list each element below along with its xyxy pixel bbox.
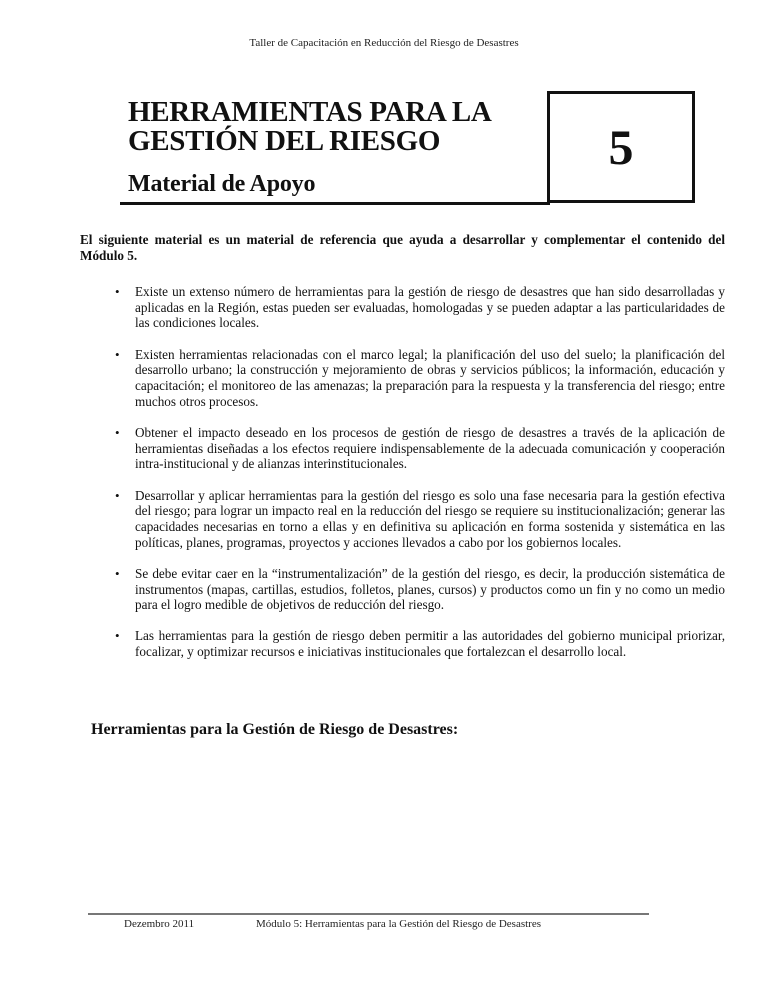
title-line-1: HERRAMIENTAS PARA LA — [128, 96, 492, 128]
footer-module-title: Módulo 5: Herramientas para la Gestión del Riesgo de Desastres — [256, 918, 542, 930]
page-title — [128, 98, 538, 156]
bullet-icon: • — [115, 565, 120, 581]
bullet-icon: • — [115, 346, 120, 362]
list-item-text: Existe un extenso número de herramientas para la gestión de riesgo de desastres que han sido desarrolladas y aplicadas en la Región, estas pueden ser evaluadas, homologadas y se pueden adaptar a las particularidades de las condiciones locales. — [135, 284, 725, 331]
subtitle: Material de Apoyo — [128, 171, 316, 197]
title-block — [128, 98, 538, 156]
bullet-icon: • — [115, 284, 120, 299]
list-item — [80, 566, 725, 613]
list-item-text: Obtener el impacto deseado en los procesos de gestión de riesgo de desastres a través de la aplicación de herramientas diseñadas a los efectos requiere indispensablemente de la adecuada comunicación y cooperación intra-institucional y de alianzas interinstitucionales. — [135, 424, 725, 472]
footer-divider — [88, 913, 649, 915]
running-header: Taller de Capacitación en Reducción del Riesgo de Desastres — [249, 37, 519, 49]
intro-paragraph: El siguiente material es un material de referencia que ayuda a desarrollar y complementar el contenido del Módulo 5. — [80, 232, 725, 263]
list-item-text: Se debe evitar caer en la “instrumentalización” de la gestión del riesgo, es decir, la producción sistemática de instrumentos (mapas, cartillas, estudios, folletos, planes, cursos) y productos como un fin y no como un medio para el logro medible de objetivos de reducción del riesgo. — [135, 565, 725, 613]
title-underline-divider — [120, 202, 550, 205]
list-item-text: Desarrollar y aplicar herramientas para la gestión del riesgo es solo una fase necesaria para la gestión efectiva del riesgo; para lograr un impacto real en la reducción del riesgo se requiere su institucionalización; generar las capacidades necesarias en torno a ellas y en definitiva su aplicación en forma sostenida y sistemática en las políticas, planes, programas, proyectos y acciones llevados a cabo por los gobiernos locales. — [135, 487, 725, 550]
list-item — [80, 425, 725, 472]
list-item — [80, 628, 725, 659]
module-number: 5 — [608, 119, 634, 175]
title-line-2: GESTIÓN DEL RIESGO — [128, 125, 441, 157]
bullet-icon: • — [115, 628, 120, 644]
bullet-icon: • — [115, 424, 120, 440]
bullet-icon: • — [115, 487, 120, 503]
list-item-text: Las herramientas para la gestión de riesgo deben permitir a las autoridades del gobierno municipal priorizar, focalizar, y optimizar recursos e iniciativas institucionales que fortalezcan el desarrollo local. — [135, 628, 725, 660]
list-item — [80, 284, 725, 331]
module-number-box — [547, 91, 695, 203]
list-item — [80, 347, 725, 410]
footer-date: Dezembro 2011 — [124, 918, 195, 930]
list-item — [80, 488, 725, 551]
bullet-list — [80, 284, 725, 675]
list-item-text: Existen herramientas relacionadas con el marco legal; la planificación del uso del suelo; la planificación del desarrollo urbano; la construcción y mejoramiento de obras y servicios públicos; la información, educación y capacitación; el monitoreo de las amenazas; la preparación para la respuesta y la transferencia del riesgo; entre muchos otros procesos. — [135, 346, 725, 409]
section-heading: Herramientas para la Gestión de Riesgo de Desastres: — [91, 721, 459, 738]
